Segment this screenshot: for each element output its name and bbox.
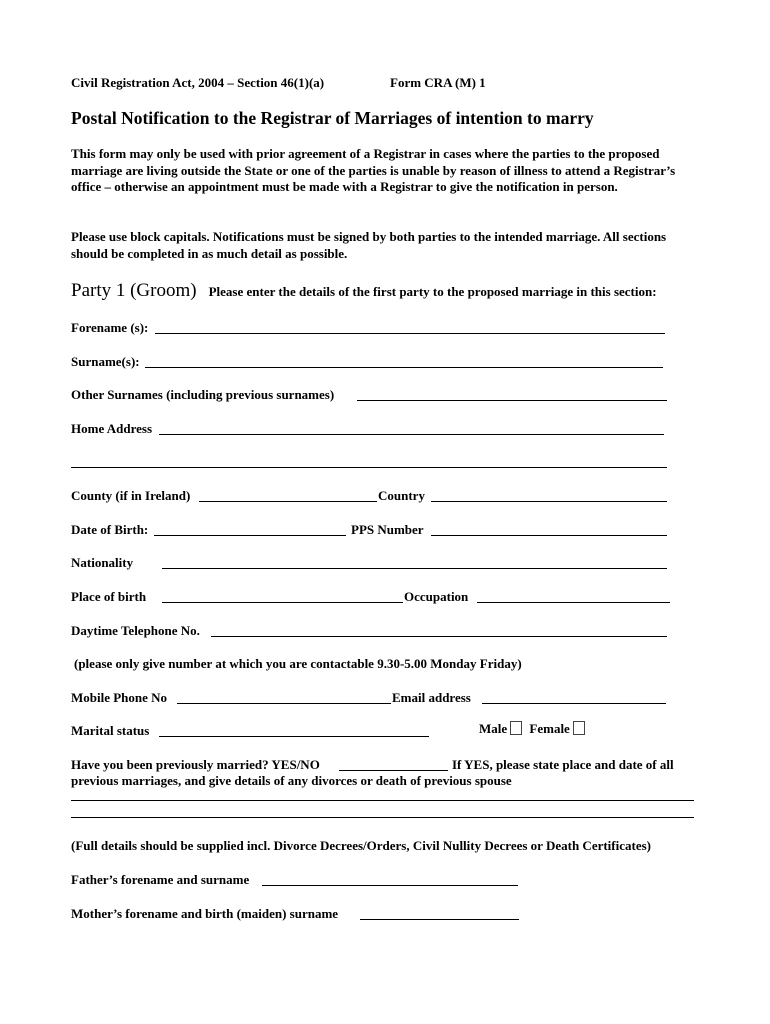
pps-field[interactable]	[431, 535, 667, 536]
county-field[interactable]	[199, 501, 377, 502]
daytime-phone-label: Daytime Telephone No.	[71, 623, 200, 638]
previous-marriages-details: previous marriages, and give details of any divorces or death of previous spouse	[71, 773, 512, 788]
section-heading: Party 1 (Groom)	[71, 280, 197, 301]
mother-name-field[interactable]	[360, 919, 519, 920]
mobile-label: Mobile Phone No	[71, 690, 168, 705]
male-label: Male	[479, 721, 508, 736]
pps-label: PPS Number	[351, 522, 424, 537]
mother-name-label: Mother’s forename and birth (maiden) surname	[71, 906, 339, 921]
full-details-note: (Full details should be supplied incl. Divorce Decrees/Orders, Civil Nullity Decrees or Death Certificates)	[71, 838, 651, 853]
instructions-paragraph: Please use block capitals. Notifications must be signed by both parties to the intended marriage. All sections should be completed in as much detail as possible.	[71, 229, 667, 261]
marital-status-field[interactable]	[159, 736, 429, 737]
email-field[interactable]	[482, 703, 666, 704]
place-of-birth-field[interactable]	[162, 602, 403, 603]
daytime-phone-field[interactable]	[211, 636, 667, 637]
father-name-label: Father’s forename and surname	[71, 872, 250, 887]
forename-field[interactable]	[155, 333, 665, 334]
nationality-field[interactable]	[162, 568, 667, 569]
father-name-field[interactable]	[262, 885, 518, 886]
form-code: Form CRA (M) 1	[390, 75, 486, 90]
occupation-label: Occupation	[404, 589, 469, 604]
dob-label: Date of Birth:	[71, 522, 149, 537]
place-of-birth-label: Place of birth	[71, 589, 147, 604]
previously-married-followup: If YES, please state place and date of all	[452, 757, 674, 772]
country-label: Country	[378, 488, 425, 503]
country-field[interactable]	[431, 501, 667, 502]
female-label: Female	[529, 721, 570, 736]
occupation-field[interactable]	[477, 602, 670, 603]
act-reference: Civil Registration Act, 2004 – Section 46(1)(a)	[71, 75, 325, 90]
home-address-field-1[interactable]	[159, 434, 664, 435]
mobile-field[interactable]	[177, 703, 391, 704]
other-surnames-field[interactable]	[357, 400, 667, 401]
surname-label: Surname(s):	[71, 354, 140, 369]
marital-status-label: Marital status	[71, 723, 150, 738]
previously-married-field[interactable]	[339, 770, 448, 771]
nationality-label: Nationality	[71, 555, 134, 570]
previously-married-question: Have you been previously married? YES/NO	[71, 757, 320, 772]
home-address-label: Home Address	[71, 421, 153, 436]
male-checkbox[interactable]	[510, 721, 522, 735]
home-address-field-2[interactable]	[71, 467, 667, 468]
section-instruction: Please enter the details of the first party to the proposed marriage in this section:	[208, 284, 657, 299]
form-title: Postal Notification to the Registrar of Marriages of intention to marry	[71, 108, 594, 128]
intro-paragraph: This form may only be used with prior agreement of a Registrar in cases where the parties to the proposed marriage are living outside the State or one of the parties is unable by reason of illness to attend a Registrar’s office – otherwise an appointment must be made with a Registrar to give the notification in person.	[71, 146, 676, 194]
phone-note: (please only give number at which you are contactable 9.30-5.00 Monday Friday)	[74, 656, 522, 671]
previous-marriages-field-1[interactable]	[71, 800, 694, 801]
email-label: Email address	[392, 690, 471, 705]
surname-field[interactable]	[145, 367, 663, 368]
forename-label: Forename (s):	[71, 320, 149, 335]
other-surnames-label: Other Surnames (including previous surnames)	[71, 387, 335, 402]
sex-options	[479, 721, 589, 737]
county-label: County (if in Ireland)	[71, 488, 191, 503]
female-checkbox[interactable]	[573, 721, 585, 735]
previous-marriages-field-2[interactable]	[71, 817, 694, 818]
dob-field[interactable]	[154, 535, 346, 536]
